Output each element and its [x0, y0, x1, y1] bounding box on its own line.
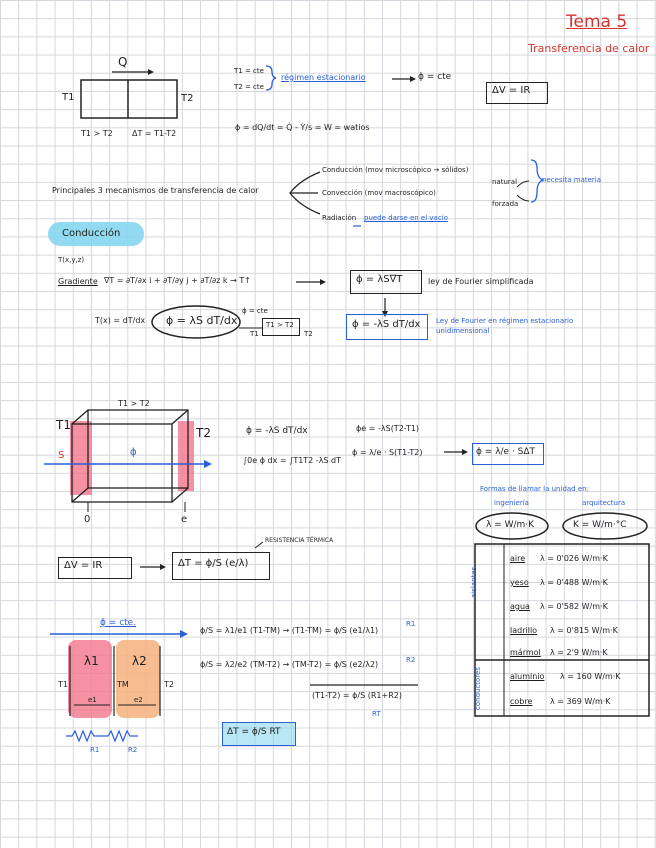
cond-left: T1 > T2 [81, 129, 113, 138]
slab-face-left [70, 421, 92, 495]
page-title: Tema 5 [566, 12, 628, 32]
material-value-6: λ = 369 W/m·K [550, 697, 611, 706]
layer2-fill [116, 640, 160, 718]
tag-r2: R2 [406, 656, 416, 664]
resistor-r2: R2 [128, 746, 138, 754]
mech-conduction: Conducción (mov microscópico → sólidos) [322, 166, 469, 174]
tag-r1: R1 [406, 620, 416, 628]
slab-t2: T2 [196, 426, 211, 440]
plate-rect [81, 80, 177, 118]
cond-right: ΔT = T1-T2 [132, 129, 177, 138]
conductors-label: conductores [474, 666, 482, 710]
resistor-r1: R1 [90, 746, 100, 754]
material-value-4: λ = 2'9 W/m·K [550, 648, 608, 657]
brace-top2: T2 = cte [234, 83, 264, 91]
gradient-label: Gradiente [58, 277, 98, 286]
tx-equation: T(x) = dT/dx [95, 316, 146, 325]
t2-label: T2 [181, 93, 194, 104]
thermal-resistance-label: RESISTENCIA TÉRMICA [265, 537, 334, 544]
fourier-1d-box-text: ϕ = -λS dT/dx [352, 319, 421, 330]
gradient-equation: ∇T = ∂T/∂x i + ∂T/∂y j + ∂T/∂z k → T↑ [104, 276, 251, 285]
heat-label: Q [118, 55, 128, 69]
units-pill-arch: K = W/m·°C [573, 520, 627, 530]
mechanisms-lead: Principales 3 mecanismos de transferencia de calor [52, 186, 259, 195]
layers-phi-cte: ϕ = cte. [100, 618, 137, 628]
tag-rt: RT [372, 710, 381, 718]
material-value-3: λ = 0'815 W/m·K [550, 626, 618, 635]
units-col-eng: ingeniería [494, 499, 529, 507]
mech-radiation-note: puede darse en el vacío [364, 214, 448, 222]
slab-t1: T1 [56, 418, 71, 432]
mech-natural: natural [492, 178, 518, 186]
page-subtitle: Transferencia de calor [528, 42, 650, 55]
units-col-arch: arquitectura [582, 499, 626, 507]
insulators-label: aislantes [470, 566, 478, 598]
slab-eq1: ϕ = -λS dT/dx [246, 426, 308, 436]
layer2-thickness: e2 [134, 696, 143, 704]
units-title: Formas de llamar la unidad en: [480, 485, 589, 493]
layers-tm: TM [117, 680, 129, 689]
material-name-6: cobre [510, 697, 533, 706]
layers-result-text: ΔT = ϕ/S RT [227, 727, 281, 737]
material-name-0: aire [510, 554, 526, 563]
phi-cte: ϕ = cte [418, 72, 452, 82]
ohm-box-top-text: ΔV = IR [492, 85, 531, 96]
layer1-thickness: e1 [88, 696, 97, 704]
regime-label: régimen estacionario [281, 73, 366, 82]
layers-t1: T1 [58, 680, 68, 689]
conduction-heading: Conducción [62, 228, 121, 239]
material-value-5: λ = 160 W/m·K [560, 672, 621, 681]
thermal-resistance-text: ΔT = ϕ/S (e/λ) [178, 558, 249, 569]
layer1-fill [68, 640, 112, 718]
slab-face-right [178, 421, 194, 491]
mech-needs-matter: necesita materia [542, 176, 602, 184]
layer-eq-a: ϕ/S = λ1/e1 (T1-TM) → (T1-TM) = ϕ/S (e1/λ1) [200, 626, 379, 635]
units-pill-eng: λ = W/m·K [486, 520, 535, 530]
slab-eq2: ∫0e ϕ dx = ∫T1T2 -λS dT [243, 456, 342, 465]
fourier-1d-label: Ley de Fourier en régimen estacionario unidimensional [436, 317, 574, 335]
material-name-1: yeso [510, 578, 529, 587]
material-value-2: λ = 0'582 W/m·K [540, 602, 608, 611]
mech-convection: Convección (mov macroscópico) [322, 189, 436, 197]
flux-equation: ϕ = dQ/dt = Q̇ - Ẏ/s = W = watios [235, 123, 370, 132]
phi-cte-2: ϕ = cte [242, 307, 268, 315]
layer2-lambda: λ2 [132, 654, 147, 668]
fourier-label: ley de Fourier simplificada [428, 277, 534, 286]
resistor-symbol [66, 731, 138, 741]
material-name-2: agua [510, 602, 530, 611]
slab-xe: e [181, 514, 188, 525]
t1-small: T1 [250, 330, 259, 338]
material-value-0: λ = 0'026 W/m·K [540, 554, 608, 563]
mini-box-text: T1 > T2 [266, 321, 294, 329]
layer-eq-c: (T1-T2) = ϕ/S (R1+R2) [312, 691, 402, 700]
slab-eq4: ϕ = λ/e · S(T1-T2) [352, 448, 423, 457]
slab-result-text: ϕ = λ/e · SΔT [476, 447, 536, 457]
material-value-1: λ = 0'488 W/m·K [540, 578, 608, 587]
mech-radiation: Radiación [322, 214, 357, 222]
slab-x0: 0 [84, 514, 91, 525]
material-name-5: aluminio [510, 672, 545, 681]
slab-s-label: S [58, 450, 65, 461]
t1-label: T1 [62, 92, 75, 103]
ellipse-equation: ϕ = λS dT/dx [166, 314, 238, 327]
material-name-4: mármol [510, 648, 541, 657]
t2-small: T2 [304, 330, 313, 338]
temperature-function: T(x,y,z) [58, 256, 85, 264]
layer1-lambda: λ1 [84, 654, 99, 668]
brace-top1: T1 = cte [234, 67, 264, 75]
layers-t2: T2 [164, 680, 174, 689]
slab-phi-label: ϕ [130, 447, 137, 458]
material-name-3: ladrillo [510, 626, 538, 635]
ohm-box-text: ΔV = IR [64, 560, 103, 571]
fourier-box-text: ϕ = λS∇T [356, 274, 403, 285]
slab-eq3: ϕe = -λS(T2-T1) [356, 424, 420, 433]
slab-condition: T1 > T2 [118, 399, 150, 408]
mech-forced: forzada [492, 200, 519, 208]
layer-eq-b: ϕ/S = λ2/e2 (TM-T2) → (TM-T2) = ϕ/S (e2/λ2) [200, 660, 379, 669]
cte-brace [266, 66, 276, 90]
